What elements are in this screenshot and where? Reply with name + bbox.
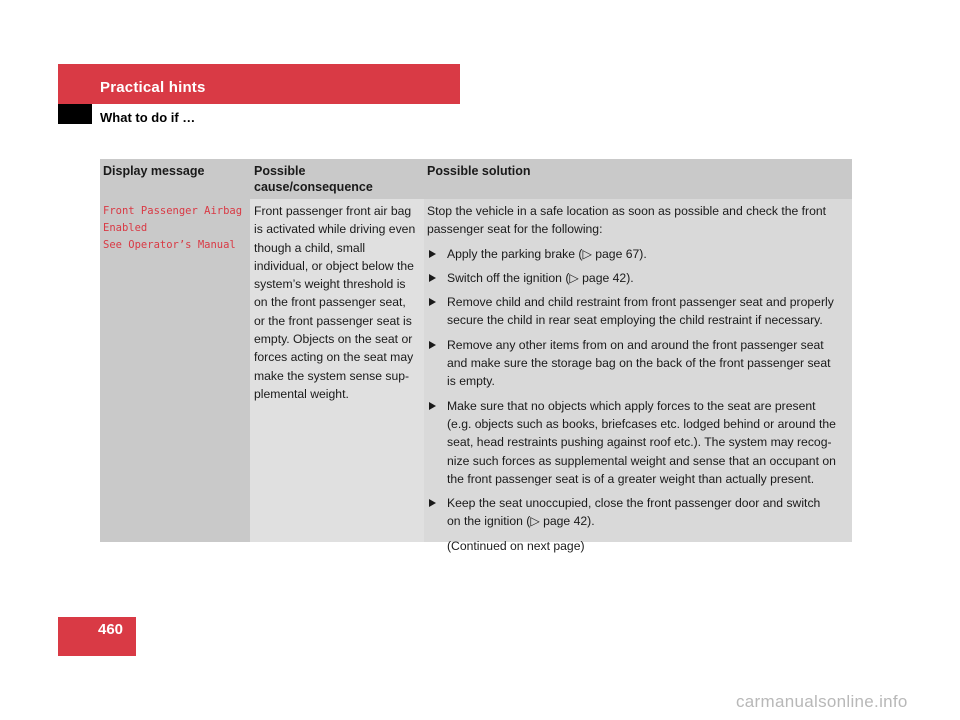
solution-intro-line: passenger seat for the following: bbox=[427, 222, 603, 237]
bullet-arrow-icon bbox=[429, 298, 436, 306]
header-display-message: Display message bbox=[103, 164, 205, 178]
solution-step bbox=[427, 293, 851, 330]
step-line: on the ignition (▷ page 42). bbox=[447, 514, 595, 529]
header-cause-line: cause/consequence bbox=[254, 180, 373, 194]
table-header-row bbox=[100, 159, 852, 199]
cause-line: on the front passenger seat, bbox=[254, 295, 406, 310]
cause-line: or the front passenger seat is bbox=[254, 313, 412, 328]
bullet-arrow-icon bbox=[429, 341, 436, 349]
page-number-tab bbox=[58, 617, 136, 656]
step-line: Make sure that no objects which apply forces to the seat are present bbox=[447, 398, 816, 413]
cause-cell bbox=[250, 199, 424, 542]
solution-cell bbox=[424, 199, 852, 553]
bullet-arrow-icon bbox=[429, 274, 436, 282]
table-row bbox=[100, 199, 852, 553]
header-cause-line: Possible bbox=[254, 164, 306, 178]
step-line: Remove any other items from on and around the front passenger seat bbox=[447, 337, 824, 352]
step-line: seat, head restraints pushing against roof etc.). The system may recog- bbox=[447, 435, 832, 450]
step-line: Apply the parking brake (▷ page 67). bbox=[447, 246, 647, 261]
cause-line: individual, or object below the bbox=[254, 258, 414, 273]
step-line: (e.g. objects such as books, briefcases etc. lodged behind or around the bbox=[447, 416, 836, 431]
continued-note: (Continued on next page) bbox=[447, 538, 585, 553]
solution-intro-line: Stop the vehicle in a safe location as soon as possible and check the front bbox=[427, 204, 827, 218]
cause-line: system’s weight threshold is bbox=[254, 277, 406, 292]
step-line: Switch off the ignition (▷ page 42). bbox=[447, 270, 634, 285]
section-subtitle: What to do if … bbox=[100, 110, 196, 125]
cause-line: is activated while driving even bbox=[254, 222, 416, 237]
step-line: nize such forces as supplemental weight and sense that an occupant on bbox=[447, 453, 836, 468]
watermark: carmanualsonline.info bbox=[736, 692, 908, 711]
step-line: secure the child in rear seat employing the child restraint if necessary. bbox=[447, 313, 823, 328]
display-message-line: Enabled bbox=[103, 222, 148, 234]
step-line: Remove child and child restraint from front passenger seat and properly bbox=[447, 295, 834, 310]
section-title: Practical hints bbox=[100, 79, 206, 96]
cause-text bbox=[254, 202, 422, 403]
cause-line: Front passenger front air bag bbox=[254, 204, 412, 218]
page-number: 460 bbox=[98, 621, 124, 638]
header-possible-solution: Possible solution bbox=[427, 164, 531, 178]
bullet-arrow-icon bbox=[429, 250, 436, 258]
display-message-line: See Operator’s Manual bbox=[103, 239, 236, 251]
cause-line: plemental weight. bbox=[254, 386, 349, 401]
display-message-line: Front Passenger Airbag bbox=[103, 205, 243, 217]
cause-line: forces acting on the seat may bbox=[254, 350, 414, 365]
solution-step bbox=[427, 269, 851, 287]
cause-line: though a child, small bbox=[254, 240, 366, 255]
bullet-arrow-icon bbox=[429, 402, 436, 410]
troubleshooting-table bbox=[100, 159, 852, 553]
display-message-cell bbox=[100, 199, 250, 542]
solution-intro bbox=[427, 202, 851, 239]
display-message-text bbox=[103, 203, 249, 254]
cause-line: empty. Objects on the seat or bbox=[254, 332, 413, 347]
solution-step bbox=[427, 494, 851, 531]
step-line: and make sure the storage bag on the back of the front passenger seat bbox=[447, 356, 831, 371]
solution-text bbox=[427, 202, 851, 555]
step-line: the front passenger seat is of a greater weight than actually present. bbox=[447, 471, 815, 486]
header-tab-marker bbox=[58, 104, 92, 124]
step-line: Keep the seat unoccupied, close the front passenger door and switch bbox=[447, 496, 821, 511]
solution-step bbox=[427, 397, 851, 488]
cause-line: make the system sense sup- bbox=[254, 368, 410, 383]
solution-step bbox=[427, 336, 851, 391]
header-possible-cause bbox=[254, 163, 373, 195]
bullet-arrow-icon bbox=[429, 499, 436, 507]
step-line: is empty. bbox=[447, 374, 495, 389]
solution-step bbox=[427, 245, 851, 263]
